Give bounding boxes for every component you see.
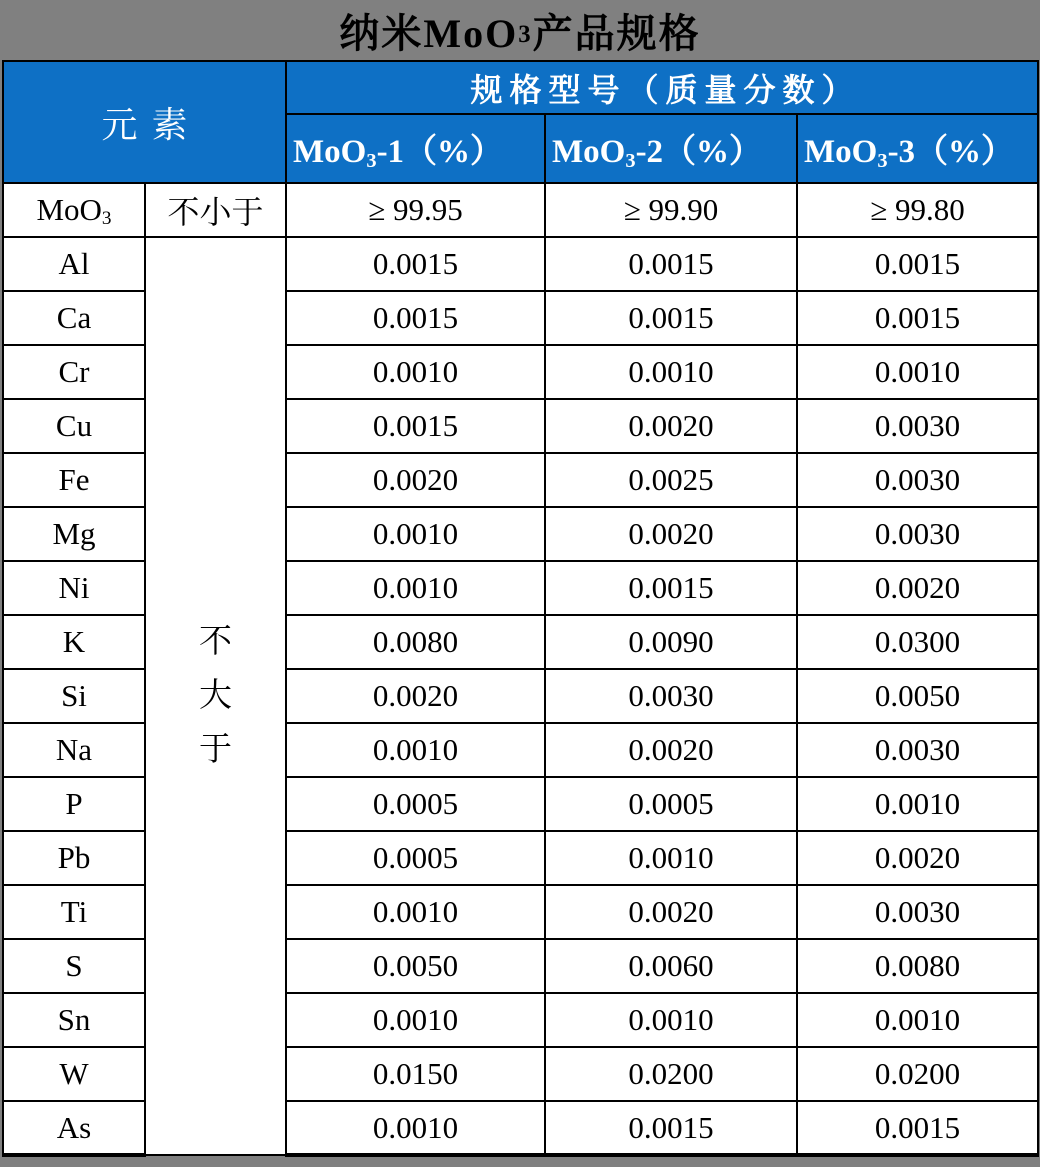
condition-cell: 不小于	[145, 183, 286, 237]
value-cell: 0.0030	[545, 669, 797, 723]
value-cell: 0.0010	[797, 345, 1038, 399]
value-cell: 0.0010	[286, 345, 545, 399]
element-cell: MoO3	[3, 183, 145, 237]
value-cell: 0.0015	[545, 561, 797, 615]
value-cell: 0.0200	[545, 1047, 797, 1101]
element-cell: Ni	[3, 561, 145, 615]
value-cell: 0.0020	[797, 831, 1038, 885]
element-cell: Si	[3, 669, 145, 723]
value-cell: 0.0020	[545, 885, 797, 939]
value-cell: 0.0020	[797, 561, 1038, 615]
value-cell: 0.0080	[797, 939, 1038, 993]
value-cell: ≥ 99.80	[797, 183, 1038, 237]
value-cell: 0.0150	[286, 1047, 545, 1101]
header-row-1	[3, 61, 1038, 114]
value-cell: 0.0020	[286, 453, 545, 507]
subscript: 3	[625, 149, 636, 172]
value-cell: 0.0015	[545, 1101, 797, 1155]
value-cell: 0.0300	[797, 615, 1038, 669]
value-cell: 0.0010	[797, 993, 1038, 1047]
value-cell: 0.0060	[545, 939, 797, 993]
value-cell: 0.0020	[286, 669, 545, 723]
table-row	[3, 237, 1038, 291]
value-cell: 0.0015	[286, 291, 545, 345]
value-cell: ≥ 99.95	[286, 183, 545, 237]
value-cell: 0.0030	[797, 453, 1038, 507]
element-cell: Mg	[3, 507, 145, 561]
value-cell: 0.0030	[797, 885, 1038, 939]
page-title	[0, 0, 1040, 60]
spec-table	[2, 60, 1039, 1157]
element-cell: Cu	[3, 399, 145, 453]
value-cell: 0.0015	[797, 237, 1038, 291]
value-cell: 0.0015	[797, 1101, 1038, 1155]
value-cell: 0.0010	[286, 507, 545, 561]
value-cell: 0.0080	[286, 615, 545, 669]
value-cell: 0.0015	[545, 237, 797, 291]
element-cell: Cr	[3, 345, 145, 399]
element-cell: Pb	[3, 831, 145, 885]
value-cell: 0.0005	[286, 777, 545, 831]
value-cell: 0.0010	[545, 993, 797, 1047]
value-cell: 0.0010	[286, 993, 545, 1047]
value-cell: 0.0030	[797, 399, 1038, 453]
value-cell: 0.0020	[545, 399, 797, 453]
value-cell: ≥ 99.90	[545, 183, 797, 237]
value-cell: 0.0015	[286, 399, 545, 453]
element-cell: P	[3, 777, 145, 831]
condition-char: 于	[199, 732, 232, 768]
column-header-moo3-3: MoO3-3（%）	[797, 114, 1038, 183]
table-row	[3, 183, 1038, 237]
value-cell: 0.0010	[286, 723, 545, 777]
spec-group-header: 规格型号（质量分数）	[286, 61, 1038, 114]
condition-merged-cell	[145, 237, 286, 1155]
value-cell: 0.0200	[797, 1047, 1038, 1101]
value-cell: 0.0005	[545, 777, 797, 831]
page-title-subscript: 3	[518, 21, 533, 49]
element-cell: W	[3, 1047, 145, 1101]
subscript: 3	[101, 208, 112, 230]
value-cell: 0.0050	[797, 669, 1038, 723]
value-cell: 0.0020	[545, 507, 797, 561]
value-cell: 0.0030	[797, 723, 1038, 777]
value-cell: 0.0025	[545, 453, 797, 507]
element-cell: K	[3, 615, 145, 669]
value-cell: 0.0090	[545, 615, 797, 669]
element-cell: Fe	[3, 453, 145, 507]
page-title-text: 纳米MoO	[339, 10, 519, 56]
value-cell: 0.0010	[286, 561, 545, 615]
value-cell: 0.0010	[286, 885, 545, 939]
element-cell: S	[3, 939, 145, 993]
element-cell: Na	[3, 723, 145, 777]
element-cell: As	[3, 1101, 145, 1155]
value-cell: 0.0015	[286, 237, 545, 291]
value-cell: 0.0020	[545, 723, 797, 777]
element-cell: Ca	[3, 291, 145, 345]
column-header-moo3-2: MoO3-2（%）	[545, 114, 797, 183]
element-cell: Sn	[3, 993, 145, 1047]
condition-char: 不	[199, 624, 232, 660]
value-cell: 0.0010	[797, 777, 1038, 831]
element-cell: Al	[3, 237, 145, 291]
value-cell: 0.0015	[545, 291, 797, 345]
value-cell: 0.0010	[545, 345, 797, 399]
element-cell: Ti	[3, 885, 145, 939]
value-cell: 0.0050	[286, 939, 545, 993]
subscript: 3	[366, 149, 377, 172]
page-title-text: 产品规格	[532, 10, 701, 56]
value-cell: 0.0005	[286, 831, 545, 885]
condition-char: 大	[199, 678, 232, 714]
value-cell: 0.0010	[286, 1101, 545, 1155]
value-cell: 0.0010	[545, 831, 797, 885]
value-cell: 0.0015	[797, 291, 1038, 345]
vertical-condition-label	[147, 615, 284, 777]
column-header-moo3-1: MoO3-1（%）	[286, 114, 545, 183]
subscript: 3	[877, 149, 888, 172]
value-cell: 0.0030	[797, 507, 1038, 561]
element-column-header: 元素	[3, 61, 286, 183]
